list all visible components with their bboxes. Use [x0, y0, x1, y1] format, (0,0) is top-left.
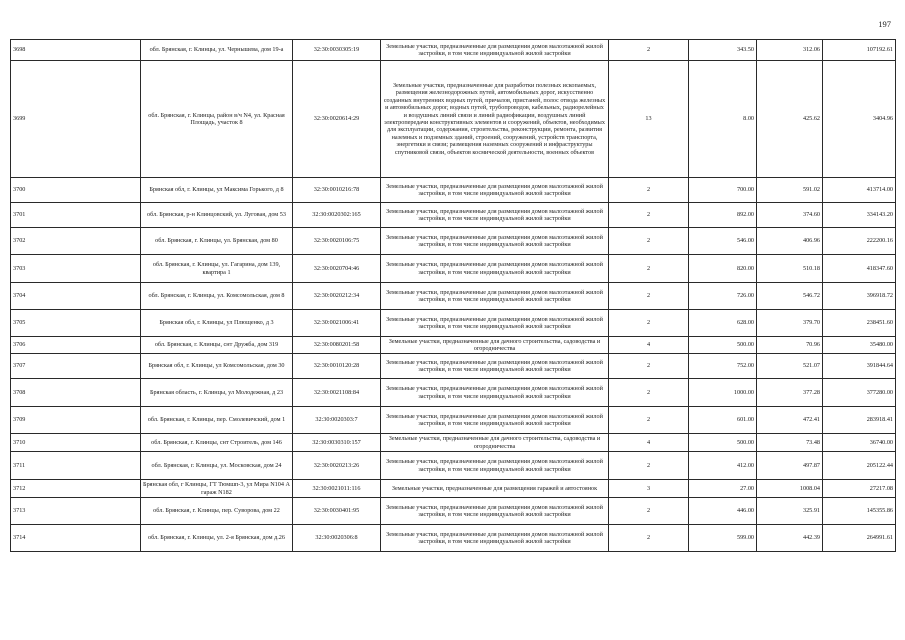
cadastral-value-cell: 283918.41: [823, 407, 896, 434]
table-row: [11, 283, 896, 310]
land-use-cell: Земельные участки, предназначенные для размещения домов малоэтажной жилой застройки, в том числе индивидуальной жилой застройки: [381, 354, 609, 379]
land-register-table: [10, 39, 896, 552]
cadastral-value-cell: 222200.16: [823, 228, 896, 255]
cadastral-number-cell: 32:30:0021006:41: [293, 310, 381, 337]
land-use-cell: Земельные участки, предназначенные для размещения домов малоэтажной жилой застройки, в том числе индивидуальной жилой застройки: [381, 379, 609, 407]
cadastral-number-cell: 32:30:0020614:29: [293, 61, 381, 178]
area-cell: 546.00: [689, 228, 757, 255]
area-cell: 820.00: [689, 255, 757, 283]
category-cell: 2: [609, 255, 689, 283]
page-number: 197: [878, 19, 891, 29]
row-number: 3705: [11, 310, 141, 337]
row-number: 3698: [11, 40, 141, 61]
table-row: [11, 61, 896, 178]
specific-value-cell: 406.96: [757, 228, 823, 255]
cadastral-number-cell: 32:30:0020106:75: [293, 228, 381, 255]
land-use-cell: Земельные участки, предназначенные для размещения домов малоэтажной жилой застройки, в том числе индивидуальной жилой застройки: [381, 283, 609, 310]
address-cell: обл. Брянская, г. Клинцы, снт Дружба, дом 319: [141, 337, 293, 354]
area-cell: 8.00: [689, 61, 757, 178]
cadastral-number-cell: 32:30:0080201:58: [293, 337, 381, 354]
category-cell: 2: [609, 354, 689, 379]
area-cell: 628.00: [689, 310, 757, 337]
land-use-cell: Земельные участки, предназначенные для размещения домов малоэтажной жилой застройки, в том числе индивидуальной жилой застройки: [381, 178, 609, 203]
category-cell: 4: [609, 434, 689, 452]
cadastral-number-cell: 32:30:0021108:84: [293, 379, 381, 407]
row-number: 3704: [11, 283, 141, 310]
table-row: [11, 379, 896, 407]
row-number: 3712: [11, 480, 141, 498]
specific-value-cell: 591.02: [757, 178, 823, 203]
land-use-cell: Земельные участки, предназначенные для размещения домов малоэтажной жилой застройки, в том числе индивидуальной жилой застройки: [381, 452, 609, 480]
land-use-cell: Земельные участки, предназначенные для дачного строительства, садоводства и огородничества: [381, 434, 609, 452]
specific-value-cell: 325.91: [757, 498, 823, 525]
specific-value-cell: 379.70: [757, 310, 823, 337]
area-cell: 599.00: [689, 525, 757, 552]
category-cell: 2: [609, 525, 689, 552]
cadastral-number-cell: 32:30:0010120:28: [293, 354, 381, 379]
row-number: 3711: [11, 452, 141, 480]
table-row: [11, 480, 896, 498]
address-cell: Брянская обл, г. Клинцы, ул Максима Горького, д 8: [141, 178, 293, 203]
cadastral-value-cell: 238451.60: [823, 310, 896, 337]
cadastral-number-cell: 32:30:0030310:157: [293, 434, 381, 452]
cadastral-value-cell: 377280.00: [823, 379, 896, 407]
specific-value-cell: 70.96: [757, 337, 823, 354]
table-row: [11, 310, 896, 337]
category-cell: 2: [609, 40, 689, 61]
address-cell: обл. Брянская, г. Клинцы, ул. Комсомольская, дом 8: [141, 283, 293, 310]
cadastral-value-cell: 36740.00: [823, 434, 896, 452]
address-cell: Брянская область, г. Клинцы, ул Молодежная, д 23: [141, 379, 293, 407]
specific-value-cell: 377.28: [757, 379, 823, 407]
cadastral-number-cell: 32:30:0020213:26: [293, 452, 381, 480]
specific-value-cell: 442.39: [757, 525, 823, 552]
address-cell: обл. Брянская, г. Клинцы, ул. Брянская, дом 80: [141, 228, 293, 255]
row-number: 3710: [11, 434, 141, 452]
cadastral-number-cell: 32:30:0020302:165: [293, 203, 381, 228]
address-cell: обл. Брянская, г. Клинцы, ул. 2-я Брянская, дом д.26: [141, 525, 293, 552]
area-cell: 412.00: [689, 452, 757, 480]
cadastral-number-cell: 32:30:0020303:7: [293, 407, 381, 434]
cadastral-value-cell: 145355.86: [823, 498, 896, 525]
row-number: 3713: [11, 498, 141, 525]
address-cell: обл. Брянская, г. Клинцы, ул. Чернышева, дом 19-а: [141, 40, 293, 61]
row-number: 3701: [11, 203, 141, 228]
land-use-cell: Земельные участки, предназначенные для разработки полезных ископаемых, размещения железнодорожных путей, автомобильных дорог, искусственно созданных внутренних водных путей, причалов, пристаней, полос отвода железных и автомобильных дорог, водных путей, трубопроводов, кабельных, радиорелейных и воздушных линий связи и линий радиофикации, воздушных линий электропередачи конструктивных элементов и сооружений, объектов, необходимых для эксплуатации, содержания, строительства, реконструкции, ремонта, развития наземных и подземных зданий, строений, сооружений, устройств транспорта, энергетики и связи; размещения наземных сооружений и инфраструктуры спутниковой связи, объектов космической деятельности, военных объектов: [381, 61, 609, 178]
table-row: [11, 203, 896, 228]
table-row: [11, 228, 896, 255]
cadastral-value-cell: 3404.96: [823, 61, 896, 178]
area-cell: 446.00: [689, 498, 757, 525]
row-number: 3700: [11, 178, 141, 203]
address-cell: обл. Брянская, г. Клинцы, ул. Московская, дом 24: [141, 452, 293, 480]
cadastral-value-cell: 35480.00: [823, 337, 896, 354]
area-cell: 726.00: [689, 283, 757, 310]
row-number: 3708: [11, 379, 141, 407]
specific-value-cell: 510.18: [757, 255, 823, 283]
cadastral-number-cell: 32:30:0030305:19: [293, 40, 381, 61]
category-cell: 2: [609, 498, 689, 525]
category-cell: 4: [609, 337, 689, 354]
table-row: [11, 178, 896, 203]
cadastral-number-cell: 32:30:0020704:46: [293, 255, 381, 283]
address-cell: обл. Брянская, г. Клинцы, снт Строитель, дом 146: [141, 434, 293, 452]
land-use-cell: Земельные участки, предназначенные для размещения домов малоэтажной жилой застройки, в том числе индивидуальной жилой застройки: [381, 255, 609, 283]
land-use-cell: Земельные участки, предназначенные для размещения домов малоэтажной жилой застройки, в том числе индивидуальной жилой застройки: [381, 407, 609, 434]
row-number: 3703: [11, 255, 141, 283]
land-use-cell: Земельные участки, предназначенные для дачного строительства, садоводства и огородничества: [381, 337, 609, 354]
specific-value-cell: 1008.04: [757, 480, 823, 498]
row-number: 3699: [11, 61, 141, 178]
cadastral-number-cell: 32:30:0020306:8: [293, 525, 381, 552]
specific-value-cell: 425.62: [757, 61, 823, 178]
address-cell: Брянская обл, г Клинцы, ГТ Тюмшп-3, ул Мира N104 А гараж N182: [141, 480, 293, 498]
table-row: [11, 40, 896, 61]
address-cell: обл. Брянская, г. Клинцы, ул. Гагарина, дом 139, квартира 1: [141, 255, 293, 283]
row-number: 3707: [11, 354, 141, 379]
table-row: [11, 434, 896, 452]
land-use-cell: Земельные участки, предназначенные для размещения домов малоэтажной жилой застройки, в том числе индивидуальной жилой застройки: [381, 228, 609, 255]
specific-value-cell: 546.72: [757, 283, 823, 310]
category-cell: 2: [609, 283, 689, 310]
cadastral-value-cell: 205122.44: [823, 452, 896, 480]
cadastral-value-cell: 107192.61: [823, 40, 896, 61]
area-cell: 27.00: [689, 480, 757, 498]
category-cell: 2: [609, 310, 689, 337]
row-number: 3706: [11, 337, 141, 354]
area-cell: 892.00: [689, 203, 757, 228]
area-cell: 752.00: [689, 354, 757, 379]
row-number: 3702: [11, 228, 141, 255]
area-cell: 700.00: [689, 178, 757, 203]
cadastral-number-cell: 32:30:0021011:116: [293, 480, 381, 498]
specific-value-cell: 73.48: [757, 434, 823, 452]
land-use-cell: Земельные участки, предназначенные для размещения домов малоэтажной жилой застройки, в том числе индивидуальной жилой застройки: [381, 310, 609, 337]
cadastral-number-cell: 32:30:0010216:78: [293, 178, 381, 203]
land-use-cell: Земельные участки, предназначенные для размещения домов малоэтажной жилой застройки, в том числе индивидуальной жилой застройки: [381, 40, 609, 61]
table-row: [11, 337, 896, 354]
table-row: [11, 354, 896, 379]
area-cell: 1000.00: [689, 379, 757, 407]
specific-value-cell: 497.87: [757, 452, 823, 480]
table-row: [11, 407, 896, 434]
table-row: [11, 255, 896, 283]
row-number: 3709: [11, 407, 141, 434]
address-cell: обл. Брянская, г. Клинцы, район в/ч N4, ул. Красная Площадь, участок 8: [141, 61, 293, 178]
category-cell: 13: [609, 61, 689, 178]
land-use-cell: Земельные участки, предназначенные для размещения домов малоэтажной жилой застройки, в том числе индивидуальной жилой застройки: [381, 525, 609, 552]
cadastral-value-cell: 396918.72: [823, 283, 896, 310]
specific-value-cell: 472.41: [757, 407, 823, 434]
land-use-cell: Земельные участки, предназначенные для размещения домов малоэтажной жилой застройки, в том числе индивидуальной жилой застройки: [381, 203, 609, 228]
table-row: [11, 452, 896, 480]
address-cell: обл. Брянская, г. Клинцы, пер. Суворова, дом 22: [141, 498, 293, 525]
cadastral-value-cell: 413714.00: [823, 178, 896, 203]
category-cell: 2: [609, 228, 689, 255]
area-cell: 500.00: [689, 337, 757, 354]
cadastral-value-cell: 418347.60: [823, 255, 896, 283]
cadastral-value-cell: 27217.08: [823, 480, 896, 498]
area-cell: 343.50: [689, 40, 757, 61]
cadastral-number-cell: 32:30:0030401:95: [293, 498, 381, 525]
category-cell: 2: [609, 379, 689, 407]
area-cell: 601.00: [689, 407, 757, 434]
area-cell: 500.00: [689, 434, 757, 452]
table-row: [11, 498, 896, 525]
specific-value-cell: 521.07: [757, 354, 823, 379]
cadastral-value-cell: 264991.61: [823, 525, 896, 552]
land-use-cell: Земельные участки, предназначенные для размещения гаражей и автостоянок: [381, 480, 609, 498]
specific-value-cell: 374.60: [757, 203, 823, 228]
address-cell: обл. Брянская, г. Клинцы, пер. Смолевичский, дом 1: [141, 407, 293, 434]
table-body: [11, 40, 896, 552]
address-cell: Брянская обл, г. Клинцы, ул Плющенко, д 3: [141, 310, 293, 337]
category-cell: 2: [609, 407, 689, 434]
cadastral-number-cell: 32:30:0020212:34: [293, 283, 381, 310]
category-cell: 2: [609, 178, 689, 203]
table-row: [11, 525, 896, 552]
cadastral-value-cell: 334143.20: [823, 203, 896, 228]
cadastral-value-cell: 391844.64: [823, 354, 896, 379]
address-cell: Брянская обл, г. Клинцы, ул Комсомольская, дом 30: [141, 354, 293, 379]
category-cell: 2: [609, 203, 689, 228]
category-cell: 2: [609, 452, 689, 480]
row-number: 3714: [11, 525, 141, 552]
land-use-cell: Земельные участки, предназначенные для размещения домов малоэтажной жилой застройки, в том числе индивидуальной жилой застройки: [381, 498, 609, 525]
specific-value-cell: 312.06: [757, 40, 823, 61]
category-cell: 3: [609, 480, 689, 498]
address-cell: обл. Брянская, р-н Клинцовский, ул. Луговая, дом 53: [141, 203, 293, 228]
